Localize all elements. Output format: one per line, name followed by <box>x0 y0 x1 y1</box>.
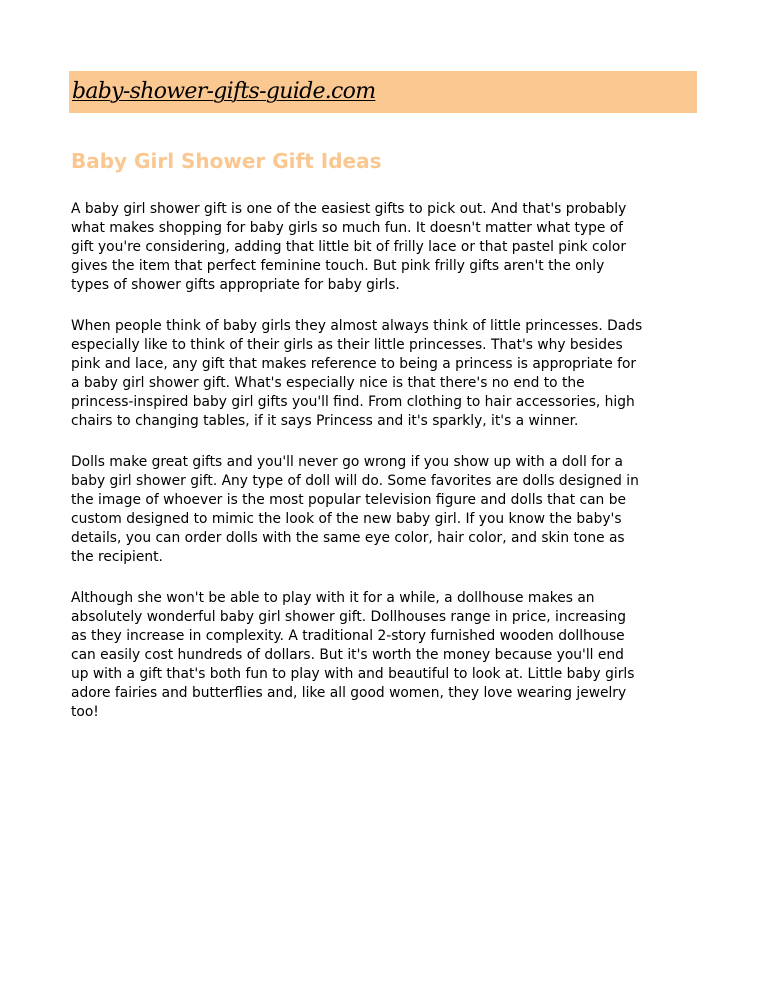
text-line: as they increase in complexity. A traditional 2-story furnished wooden dollhouse <box>71 628 625 644</box>
page-title: Baby Girl Shower Gift Ideas <box>71 149 382 173</box>
site-banner <box>69 71 697 113</box>
text-line: too! <box>71 704 99 720</box>
text-line: princess-inspired baby girl gifts you'll find. From clothing to hair accessories, high <box>71 394 635 410</box>
text-line: the image of whoever is the most popular television figure and dolls that can be <box>71 492 626 508</box>
text-line: Dolls make great gifts and you'll never go wrong if you show up with a doll for a <box>71 454 623 470</box>
paragraph-princesses <box>71 317 701 431</box>
text-line: especially like to think of their girls as their little princesses. That's why besides <box>71 337 623 353</box>
text-line: what makes shopping for baby girls so much fun. It doesn't matter what type of <box>71 220 624 236</box>
text-line: A baby girl shower gift is one of the easiest gifts to pick out. And that's probably <box>71 201 627 217</box>
text-line: adore fairies and butterflies and, like all good women, they love wearing jewelry <box>71 685 627 701</box>
article-body <box>71 200 701 744</box>
text-line: details, you can order dolls with the same eye color, hair color, and skin tone as <box>71 530 625 546</box>
paragraph-dolls <box>71 453 701 567</box>
text-line: gift you're considering, adding that little bit of frilly lace or that pastel pink color <box>71 239 626 255</box>
text-line: pink and lace, any gift that makes reference to being a princess is appropriate for <box>71 356 637 372</box>
text-line: can easily cost hundreds of dollars. But it's worth the money because you'll end <box>71 647 624 663</box>
text-line: chairs to changing tables, if it says Princess and it's sparkly, it's a winner. <box>71 413 579 429</box>
text-line: custom designed to mimic the look of the new baby girl. If you know the baby's <box>71 511 622 527</box>
text-line: up with a gift that's both fun to play with and beautiful to look at. Little baby girls <box>71 666 635 682</box>
paragraph-intro <box>71 200 701 295</box>
paragraph-dollhouse <box>71 589 701 722</box>
text-line: absolutely wonderful baby girl shower gift. Dollhouses range in price, increasing <box>71 609 626 625</box>
text-line: gives the item that perfect feminine touch. But pink frilly gifts aren't the only <box>71 258 605 274</box>
text-line: the recipient. <box>71 549 163 565</box>
text-line: When people think of baby girls they almost always think of little princesses. Dads <box>71 318 643 334</box>
text-line: baby girl shower gift. Any type of doll will do. Some favorites are dolls designed in <box>71 473 639 489</box>
text-line: types of shower gifts appropriate for baby girls. <box>71 277 400 293</box>
site-name-link[interactable]: baby-shower-gifts-guide.com <box>72 79 376 104</box>
text-line: a baby girl shower gift. What's especially nice is that there's no end to the <box>71 375 585 391</box>
text-line: Although she won't be able to play with it for a while, a dollhouse makes an <box>71 590 595 606</box>
